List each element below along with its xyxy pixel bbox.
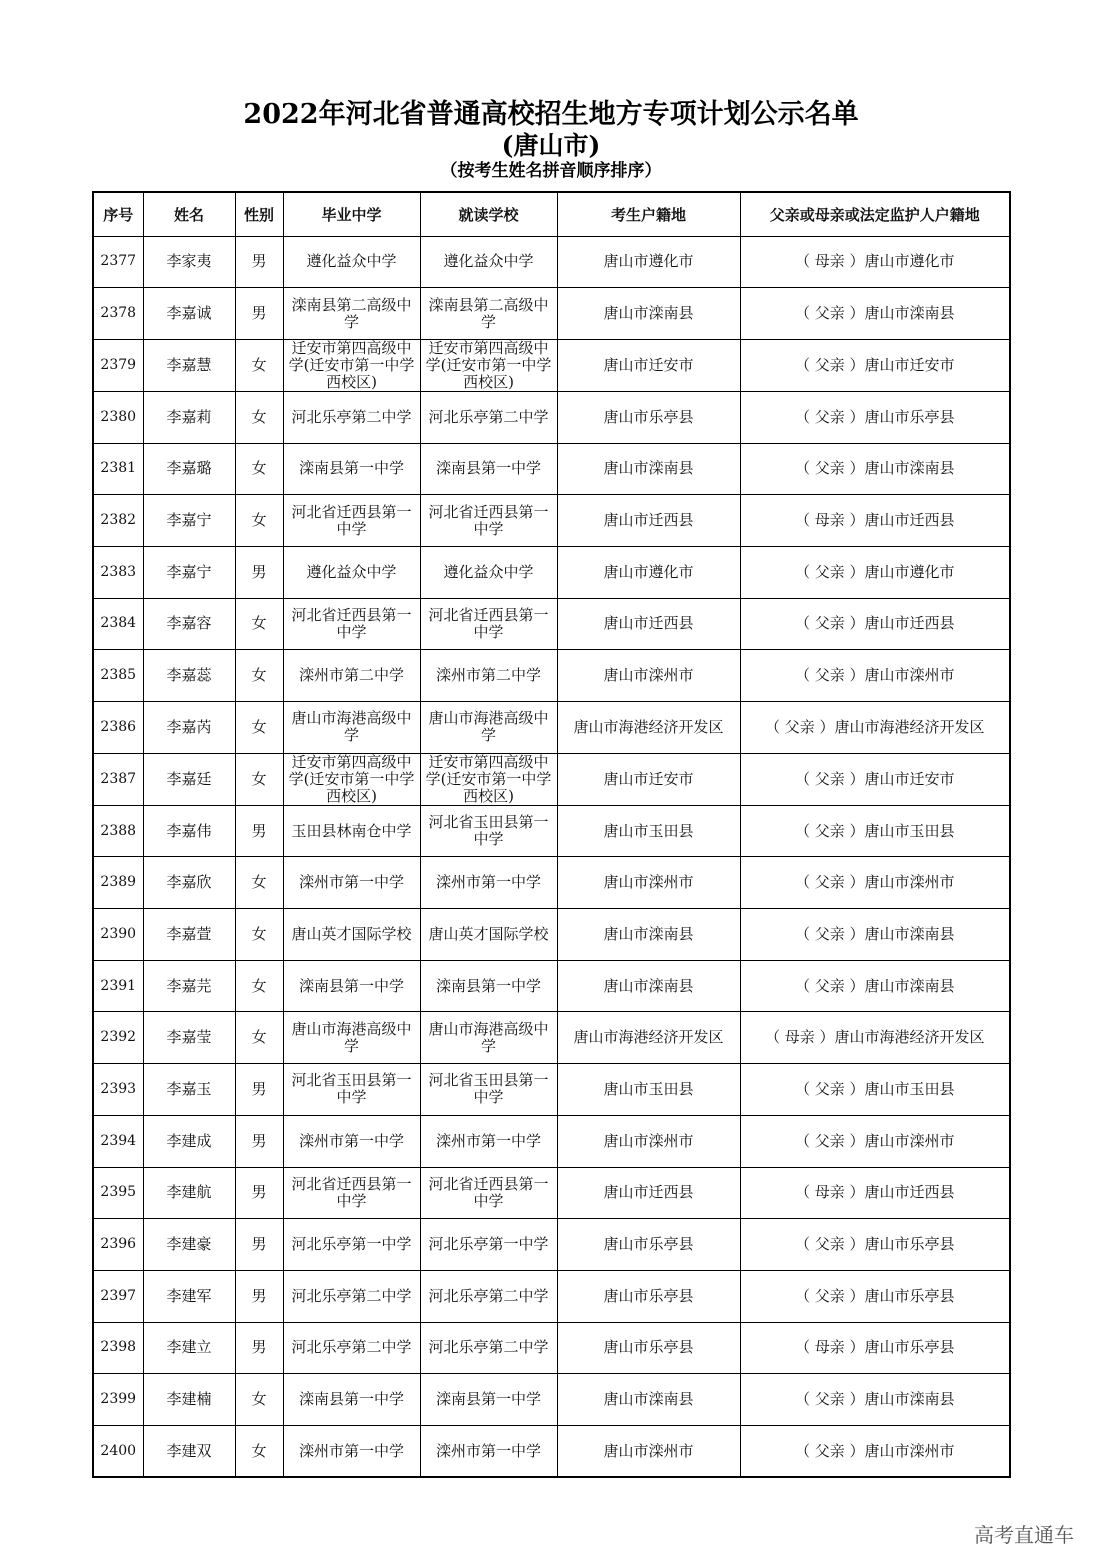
header-guardian-residence: 父亲或母亲或法定监护人户籍地 [740, 192, 1010, 236]
cell-current-school: 滦州市第一中学 [420, 857, 557, 909]
cell-guardian-residence: （ 父亲 ）唐山市滦南县 [740, 909, 1010, 961]
cell-guardian-residence: （ 母亲 ）唐山市乐亭县 [740, 1322, 1010, 1374]
cell-graduation-school: 河北省玉田县第一中学 [283, 1064, 420, 1116]
cell-current-school: 滦州市第一中学 [420, 1425, 557, 1477]
cell-student-residence: 唐山市滦南县 [557, 960, 740, 1012]
table-row [93, 495, 1010, 547]
header-graduation-school: 毕业中学 [283, 192, 420, 236]
header-name: 姓名 [143, 192, 235, 236]
cell-index: 2396 [93, 1219, 143, 1271]
cell-index: 2383 [93, 546, 143, 598]
cell-graduation-school: 遵化益众中学 [283, 546, 420, 598]
cell-graduation-school: 滦州市第一中学 [283, 857, 420, 909]
cell-graduation-school: 河北乐亭第二中学 [283, 1322, 420, 1374]
cell-student-residence: 唐山市玉田县 [557, 805, 740, 857]
cell-guardian-residence: （ 父亲 ）唐山市乐亭县 [740, 391, 1010, 443]
cell-guardian-residence: （ 父亲 ）唐山市滦州市 [740, 1115, 1010, 1167]
table-row [93, 805, 1010, 857]
table-row [93, 1322, 1010, 1374]
cell-student-residence: 唐山市滦州市 [557, 1425, 740, 1477]
cell-gender: 女 [235, 391, 283, 443]
cell-guardian-residence: （ 父亲 ）唐山市乐亭县 [740, 1219, 1010, 1271]
cell-current-school: 遵化益众中学 [420, 546, 557, 598]
cell-graduation-school: 河北乐亭第一中学 [283, 1219, 420, 1271]
cell-current-school: 滦南县第一中学 [420, 443, 557, 495]
cell-index: 2391 [93, 960, 143, 1012]
cell-index: 2389 [93, 857, 143, 909]
cell-student-residence: 唐山市乐亭县 [557, 1219, 740, 1271]
cell-graduation-school: 唐山市海港高级中学 [283, 702, 420, 754]
cell-graduation-school: 河北乐亭第二中学 [283, 391, 420, 443]
document-title: 2022年河北省普通高校招生地方专项计划公示名单 [243, 99, 859, 130]
cell-graduation-school: 滦州市第二中学 [283, 650, 420, 702]
table-row [93, 857, 1010, 909]
cell-current-school: 河北乐亭第二中学 [420, 391, 557, 443]
table-row [93, 288, 1010, 340]
cell-name: 李嘉芫 [143, 960, 235, 1012]
cell-graduation-school: 河北乐亭第二中学 [283, 1270, 420, 1322]
cell-index: 2387 [93, 753, 143, 805]
cell-current-school: 迁安市第四高级中学(迁安市第一中学西校区) [420, 753, 557, 805]
cell-gender: 女 [235, 1425, 283, 1477]
admission-list-table [92, 191, 1011, 1478]
cell-guardian-residence: （ 父亲 ）唐山市迁西县 [740, 598, 1010, 650]
header-index: 序号 [93, 192, 143, 236]
cell-gender: 女 [235, 495, 283, 547]
cell-gender: 女 [235, 909, 283, 961]
cell-name: 李建豪 [143, 1219, 235, 1271]
cell-name: 李嘉容 [143, 598, 235, 650]
cell-name: 李建军 [143, 1270, 235, 1322]
cell-current-school: 河北省玉田县第一中学 [420, 1064, 557, 1116]
cell-current-school: 河北乐亭第一中学 [420, 1219, 557, 1271]
cell-gender: 女 [235, 702, 283, 754]
table-row [93, 650, 1010, 702]
cell-name: 李嘉莹 [143, 1012, 235, 1064]
cell-gender: 男 [235, 1219, 283, 1271]
cell-gender: 男 [235, 236, 283, 288]
table-row [93, 1064, 1010, 1116]
cell-guardian-residence: （ 父亲 ）唐山市滦南县 [740, 960, 1010, 1012]
watermark: 高考直通车 [974, 1523, 1074, 1547]
cell-name: 李建成 [143, 1115, 235, 1167]
cell-gender: 女 [235, 1374, 283, 1426]
cell-name: 李嘉莉 [143, 391, 235, 443]
cell-index: 2400 [93, 1425, 143, 1477]
cell-graduation-school: 遵化益众中学 [283, 236, 420, 288]
cell-student-residence: 唐山市滦南县 [557, 443, 740, 495]
cell-student-residence: 唐山市海港经济开发区 [557, 702, 740, 754]
cell-current-school: 河北省玉田县第一中学 [420, 805, 557, 857]
cell-name: 李嘉伟 [143, 805, 235, 857]
cell-current-school: 滦州市第二中学 [420, 650, 557, 702]
table-row [93, 960, 1010, 1012]
table-row [93, 391, 1010, 443]
cell-name: 李嘉芮 [143, 702, 235, 754]
cell-current-school: 唐山市海港高级中学 [420, 1012, 557, 1064]
cell-guardian-residence: （ 父亲 ）唐山市迁安市 [740, 753, 1010, 805]
table-row [93, 1012, 1010, 1064]
cell-index: 2380 [93, 391, 143, 443]
header-current-school: 就读学校 [420, 192, 557, 236]
cell-current-school: 河北乐亭第二中学 [420, 1270, 557, 1322]
cell-current-school: 河北省迁西县第一中学 [420, 495, 557, 547]
cell-gender: 女 [235, 339, 283, 391]
table-body [93, 236, 1010, 1477]
cell-current-school: 河北省迁西县第一中学 [420, 1167, 557, 1219]
cell-index: 2399 [93, 1374, 143, 1426]
cell-student-residence: 唐山市滦南县 [557, 288, 740, 340]
cell-guardian-residence: （ 父亲 ）唐山市遵化市 [740, 546, 1010, 598]
cell-guardian-residence: （ 父亲 ）唐山市滦州市 [740, 1425, 1010, 1477]
table-row [93, 546, 1010, 598]
cell-gender: 男 [235, 805, 283, 857]
cell-name: 李嘉璐 [143, 443, 235, 495]
cell-student-residence: 唐山市遵化市 [557, 236, 740, 288]
cell-guardian-residence: （ 母亲 ）唐山市迁西县 [740, 1167, 1010, 1219]
cell-name: 李嘉宁 [143, 495, 235, 547]
cell-guardian-residence: （ 父亲 ）唐山市玉田县 [740, 1064, 1010, 1116]
cell-guardian-residence: （ 父亲 ）唐山市滦州市 [740, 857, 1010, 909]
cell-student-residence: 唐山市遵化市 [557, 546, 740, 598]
cell-current-school: 河北省迁西县第一中学 [420, 598, 557, 650]
cell-name: 李嘉廷 [143, 753, 235, 805]
cell-guardian-residence: （ 父亲 ）唐山市海港经济开发区 [740, 702, 1010, 754]
table-row [93, 1219, 1010, 1271]
cell-student-residence: 唐山市乐亭县 [557, 391, 740, 443]
cell-name: 李家夷 [143, 236, 235, 288]
cell-student-residence: 唐山市迁西县 [557, 598, 740, 650]
cell-gender: 女 [235, 443, 283, 495]
table-row [93, 1374, 1010, 1426]
table-row [93, 236, 1010, 288]
cell-index: 2378 [93, 288, 143, 340]
table-header-row [93, 192, 1010, 236]
cell-graduation-school: 迁安市第四高级中学(迁安市第一中学西校区) [283, 753, 420, 805]
cell-guardian-residence: （ 母亲 ）唐山市海港经济开发区 [740, 1012, 1010, 1064]
cell-gender: 女 [235, 753, 283, 805]
cell-gender: 男 [235, 1115, 283, 1167]
cell-graduation-school: 滦州市第一中学 [283, 1425, 420, 1477]
cell-student-residence: 唐山市滦州市 [557, 857, 740, 909]
cell-student-residence: 唐山市滦州市 [557, 650, 740, 702]
cell-guardian-residence: （ 母亲 ）唐山市迁西县 [740, 495, 1010, 547]
table-row [93, 753, 1010, 805]
cell-index: 2397 [93, 1270, 143, 1322]
cell-graduation-school: 玉田县林南仓中学 [283, 805, 420, 857]
cell-guardian-residence: （ 父亲 ）唐山市滦南县 [740, 443, 1010, 495]
table-row [93, 598, 1010, 650]
cell-gender: 女 [235, 598, 283, 650]
cell-student-residence: 唐山市乐亭县 [557, 1322, 740, 1374]
cell-student-residence: 唐山市海港经济开发区 [557, 1012, 740, 1064]
document-subtitle: (唐山市) [501, 131, 601, 160]
cell-guardian-residence: （ 父亲 ）唐山市玉田县 [740, 805, 1010, 857]
cell-current-school: 迁安市第四高级中学(迁安市第一中学西校区) [420, 339, 557, 391]
cell-index: 2382 [93, 495, 143, 547]
cell-index: 2377 [93, 236, 143, 288]
sort-note: （按考生姓名拼音顺序排序） [440, 161, 662, 181]
cell-name: 李嘉萱 [143, 909, 235, 961]
table-row [93, 702, 1010, 754]
table-row [93, 909, 1010, 961]
cell-index: 2381 [93, 443, 143, 495]
cell-name: 李嘉慧 [143, 339, 235, 391]
cell-index: 2386 [93, 702, 143, 754]
cell-current-school: 唐山市海港高级中学 [420, 702, 557, 754]
cell-index: 2394 [93, 1115, 143, 1167]
header-student-residence: 考生户籍地 [557, 192, 740, 236]
cell-student-residence: 唐山市滦州市 [557, 1115, 740, 1167]
cell-name: 李嘉欣 [143, 857, 235, 909]
cell-graduation-school: 滦南县第一中学 [283, 1374, 420, 1426]
cell-current-school: 唐山英才国际学校 [420, 909, 557, 961]
cell-student-residence: 唐山市迁西县 [557, 495, 740, 547]
cell-name: 李建立 [143, 1322, 235, 1374]
cell-gender: 男 [235, 1322, 283, 1374]
table-row [93, 443, 1010, 495]
cell-gender: 女 [235, 1012, 283, 1064]
cell-student-residence: 唐山市乐亭县 [557, 1270, 740, 1322]
cell-name: 李建楠 [143, 1374, 235, 1426]
cell-gender: 女 [235, 857, 283, 909]
cell-graduation-school: 滦州市第一中学 [283, 1115, 420, 1167]
cell-gender: 女 [235, 650, 283, 702]
cell-guardian-residence: （ 父亲 ）唐山市滦南县 [740, 1374, 1010, 1426]
cell-guardian-residence: （ 父亲 ）唐山市迁安市 [740, 339, 1010, 391]
cell-graduation-school: 唐山英才国际学校 [283, 909, 420, 961]
table-row [93, 1425, 1010, 1477]
cell-graduation-school: 迁安市第四高级中学(迁安市第一中学西校区) [283, 339, 420, 391]
cell-index: 2395 [93, 1167, 143, 1219]
cell-index: 2390 [93, 909, 143, 961]
table-row [93, 1167, 1010, 1219]
cell-guardian-residence: （ 父亲 ）唐山市滦州市 [740, 650, 1010, 702]
cell-gender: 男 [235, 1064, 283, 1116]
cell-current-school: 遵化益众中学 [420, 236, 557, 288]
cell-gender: 男 [235, 1167, 283, 1219]
cell-current-school: 河北乐亭第二中学 [420, 1322, 557, 1374]
cell-current-school: 滦南县第一中学 [420, 960, 557, 1012]
cell-name: 李建双 [143, 1425, 235, 1477]
cell-gender: 女 [235, 960, 283, 1012]
cell-index: 2393 [93, 1064, 143, 1116]
cell-name: 李建航 [143, 1167, 235, 1219]
cell-index: 2388 [93, 805, 143, 857]
cell-graduation-school: 河北省迁西县第一中学 [283, 1167, 420, 1219]
cell-student-residence: 唐山市滦南县 [557, 1374, 740, 1426]
cell-index: 2384 [93, 598, 143, 650]
cell-guardian-residence: （ 父亲 ）唐山市乐亭县 [740, 1270, 1010, 1322]
cell-gender: 男 [235, 546, 283, 598]
cell-current-school: 滦州市第一中学 [420, 1115, 557, 1167]
cell-name: 李嘉诚 [143, 288, 235, 340]
cell-graduation-school: 唐山市海港高级中学 [283, 1012, 420, 1064]
cell-index: 2385 [93, 650, 143, 702]
cell-current-school: 滦南县第二高级中学 [420, 288, 557, 340]
table-row [93, 339, 1010, 391]
cell-student-residence: 唐山市滦南县 [557, 909, 740, 961]
header-gender: 性别 [235, 192, 283, 236]
cell-graduation-school: 河北省迁西县第一中学 [283, 598, 420, 650]
cell-name: 李嘉蕊 [143, 650, 235, 702]
cell-name: 李嘉宁 [143, 546, 235, 598]
cell-name: 李嘉玉 [143, 1064, 235, 1116]
cell-graduation-school: 滦南县第一中学 [283, 443, 420, 495]
cell-gender: 男 [235, 288, 283, 340]
cell-index: 2392 [93, 1012, 143, 1064]
cell-student-residence: 唐山市迁安市 [557, 339, 740, 391]
cell-graduation-school: 滦南县第一中学 [283, 960, 420, 1012]
cell-index: 2379 [93, 339, 143, 391]
cell-current-school: 滦南县第一中学 [420, 1374, 557, 1426]
cell-index: 2398 [93, 1322, 143, 1374]
cell-graduation-school: 滦南县第二高级中学 [283, 288, 420, 340]
cell-student-residence: 唐山市玉田县 [557, 1064, 740, 1116]
table-row [93, 1115, 1010, 1167]
table-row [93, 1270, 1010, 1322]
cell-gender: 男 [235, 1270, 283, 1322]
cell-graduation-school: 河北省迁西县第一中学 [283, 495, 420, 547]
cell-student-residence: 唐山市迁西县 [557, 1167, 740, 1219]
cell-guardian-residence: （ 父亲 ）唐山市滦南县 [740, 288, 1010, 340]
cell-student-residence: 唐山市迁安市 [557, 753, 740, 805]
cell-guardian-residence: （ 母亲 ）唐山市遵化市 [740, 236, 1010, 288]
